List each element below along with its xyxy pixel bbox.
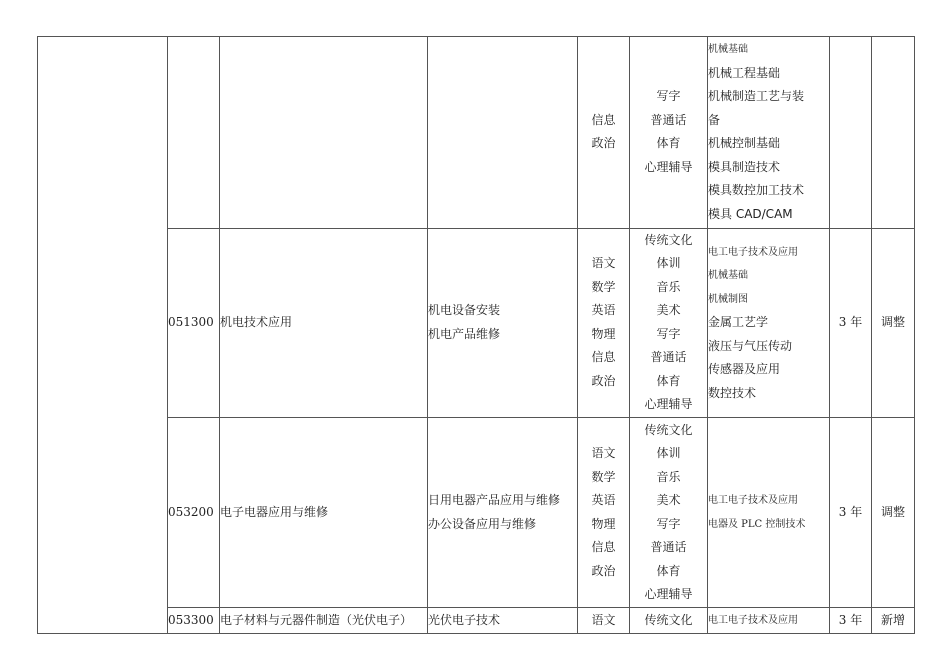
years-cell: 3 年 <box>830 228 872 418</box>
direction-item: 光伏电子技术 <box>428 612 501 627</box>
professional-course: 机械工程基础 <box>708 65 781 80</box>
major-name-cell: 电子电器应用与维修 <box>220 418 428 608</box>
general-course: 普通话 <box>650 540 687 555</box>
years-cell: 3 年 <box>830 607 872 633</box>
major-code-cell: 053200 <box>168 418 220 608</box>
general-course: 美术 <box>656 493 681 508</box>
general-course: 写字 <box>656 326 681 341</box>
note-cell: 新增 <box>872 607 915 633</box>
public-course: 语文 <box>591 612 616 627</box>
public-course: 语文 <box>591 256 616 271</box>
public-course: 政治 <box>591 373 616 388</box>
general-course: 写字 <box>656 89 681 104</box>
public-courses-cell <box>578 418 630 608</box>
public-courses-cell <box>578 607 630 633</box>
general-course: 体育 <box>656 136 681 151</box>
general-course: 心理辅导 <box>644 397 693 412</box>
table-row <box>38 607 915 633</box>
years-cell: 3 年 <box>830 418 872 608</box>
curriculum-table <box>37 36 915 634</box>
professional-courses-cell <box>708 418 830 608</box>
public-course: 物理 <box>591 516 616 531</box>
public-courses-cell <box>578 228 630 418</box>
professional-course: 机械制造工艺与装 <box>708 89 805 104</box>
professional-course: 传感器及应用 <box>708 362 781 377</box>
general-course: 音乐 <box>656 469 681 484</box>
directions-cell <box>428 37 578 229</box>
major-code-cell <box>168 37 220 229</box>
note-cell: 调整 <box>872 228 915 418</box>
general-course: 体训 <box>656 446 681 461</box>
direction-item: 办公设备应用与维修 <box>428 516 537 531</box>
professional-course: 金属工艺学 <box>708 315 769 330</box>
professional-course: 电工电子技术及应用 <box>708 614 798 626</box>
major-name-cell: 机电技术应用 <box>220 228 428 418</box>
public-course: 政治 <box>591 136 616 151</box>
directions-cell <box>428 607 578 633</box>
years-cell <box>830 37 872 229</box>
general-course: 写字 <box>656 516 681 531</box>
note-cell: 调整 <box>872 418 915 608</box>
public-course: 英语 <box>591 303 616 318</box>
general-course: 传统文化 <box>644 232 693 247</box>
directions-cell <box>428 418 578 608</box>
general-courses-cell <box>630 418 708 608</box>
major-name-cell <box>220 37 428 229</box>
direction-item: 日用电器产品应用与维修 <box>428 493 561 508</box>
general-course: 体育 <box>656 373 681 388</box>
general-course: 心理辅导 <box>644 587 693 602</box>
professional-course: 机械控制基础 <box>708 136 781 151</box>
professional-course: 液压与气压传动 <box>708 338 793 353</box>
public-course: 语文 <box>591 446 616 461</box>
general-courses-cell <box>630 607 708 633</box>
public-course: 信息 <box>591 350 616 365</box>
public-course: 信息 <box>591 540 616 555</box>
general-course: 传统文化 <box>644 422 693 437</box>
professional-course: 机械基础 <box>708 270 748 282</box>
general-course: 音乐 <box>656 279 681 294</box>
professional-course: 电工电子技术及应用 <box>708 246 798 258</box>
public-course: 英语 <box>591 493 616 508</box>
professional-courses-cell <box>708 228 830 418</box>
professional-course: 模具数控加工技术 <box>708 183 805 198</box>
professional-course: 模具 CAD/CAM <box>708 206 793 221</box>
general-courses-cell <box>630 37 708 229</box>
general-courses-cell <box>630 228 708 418</box>
professional-course: 备 <box>708 112 721 127</box>
professional-course: 电器及 PLC 控制技术 <box>708 518 806 530</box>
general-course: 体育 <box>656 563 681 578</box>
general-course: 体训 <box>656 256 681 271</box>
professional-course: 电工电子技术及应用 <box>708 495 798 507</box>
public-course: 信息 <box>591 112 616 127</box>
table-row <box>38 228 915 418</box>
professional-course: 机械制图 <box>708 293 748 305</box>
professional-course: 数控技术 <box>708 385 757 400</box>
general-course: 美术 <box>656 303 681 318</box>
general-course: 传统文化 <box>644 612 693 627</box>
major-name-cell: 电子材料与元器件制造（光伏电子） <box>220 607 428 633</box>
general-course: 心理辅导 <box>644 159 693 174</box>
professional-courses-cell <box>708 607 830 633</box>
general-course: 普通话 <box>650 112 687 127</box>
public-course: 政治 <box>591 563 616 578</box>
professional-course: 模具制造技术 <box>708 159 781 174</box>
professional-course: 机械基础 <box>708 44 748 56</box>
major-code-cell: 051300 <box>168 228 220 418</box>
major-code-cell: 053300 <box>168 607 220 633</box>
public-course: 物理 <box>591 326 616 341</box>
table-row <box>38 418 915 608</box>
directions-cell <box>428 228 578 418</box>
public-course: 数学 <box>591 469 616 484</box>
public-course: 数学 <box>591 279 616 294</box>
public-courses-cell <box>578 37 630 229</box>
note-cell <box>872 37 915 229</box>
category-cell <box>38 37 168 634</box>
table-row <box>38 37 915 229</box>
direction-item: 机电设备安装 <box>428 303 501 318</box>
direction-item: 机电产品维修 <box>428 326 501 341</box>
general-course: 普通话 <box>650 350 687 365</box>
professional-courses-cell <box>708 37 830 229</box>
